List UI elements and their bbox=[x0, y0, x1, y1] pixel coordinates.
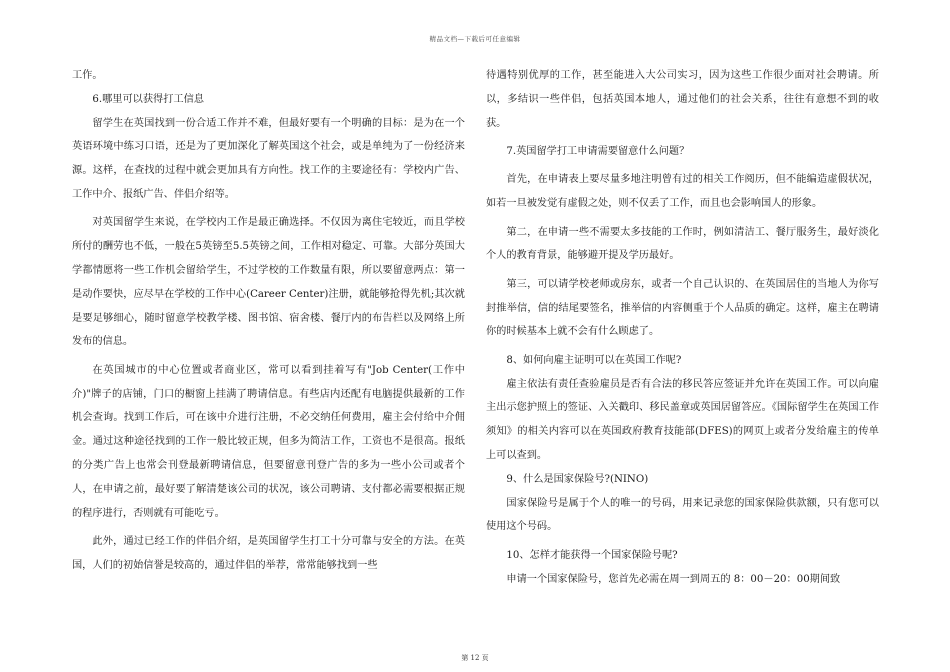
page-header: 精品文档—下载后可任意编辑 bbox=[429, 35, 521, 43]
section-heading-6: 6.哪里可以获得打工信息 bbox=[92, 93, 204, 105]
paragraph: 申请一个国家保险号，您首先必需在周一到周五的 8：00－20：00期间致 bbox=[506, 573, 841, 585]
section-heading-9: 9、什么是国家保险号?(NINO) bbox=[506, 473, 649, 485]
right-column bbox=[486, 64, 879, 591]
page-number: 第 12 页 bbox=[461, 654, 489, 662]
paragraph: 第三，可以请学校老师或房东，或者一个自己认识的、在英国居住的当地人为你写封推举信，信的结尾要签名，推举信的内容侧重于个人品质的确定。这样，雇主在聘请你的时候基本上就不会有什么顾虑了。 bbox=[486, 278, 879, 338]
paragraph: 此外，通过已经工作的伴侣介绍，是英国留学生打工十分可靠与安全的方法。在英国，人们的初始信誉是较高的，通过伴侣的举荐，常常能够找到一些 bbox=[72, 535, 465, 571]
paragraph: 在英国城市的中心位置或者商业区，常可以看到挂着写有"Job Center(工作中介)"牌子的店铺，门口的橱窗上挂满了聘请信息。有些店内还配有电脑提供最新的工作机会查询。找到工作后，可在该中介进行注册，不必交纳任何费用，雇主会付给中介佣金。通过这种途径找到的工作一般比较正规，但多为简洁工作，工资也不是很高。报纸的分类广告上也常会刊登最新聘请信息，但要留意刊登广告的多为一些小公司或者个人，在申请之前，最好要了解清楚该公司的状况，该公司聘请、支付都必需要根据正规的程序进行，否则就有可能吃亏。 bbox=[72, 364, 465, 519]
section-heading-8: 8、如何向雇主证明可以在英国工作呢? bbox=[506, 354, 682, 366]
paragraph: 留学生在英国找到一份合适工作并不难，但最好要有一个明确的目标：是为在一个英语环境中练习口语，还是为了更加深化了解英国这个社会，或是单纯为了一份经济来源。这样，在查找的过程中就会更加具有方向性。找工作的主要途径有：学校内广告、工作中介、报纸广告、伴侣介绍等。 bbox=[72, 117, 465, 200]
paragraph: 国家保险号是属于个人的唯一的号码，用来记录您的国家保险供款额，只有您可以使用这个号码。 bbox=[486, 497, 879, 533]
paragraph: 对英国留学生来说，在学校内工作是最正确选择。不仅因为离住宅较近，而且学校所付的酬劳也不低，一般在5英镑至5.5英镑之间，工作相对稳定、可靠。大部分英国大学都情愿将一些工作机会留给学生，不过学校的工作数量有限，所以要留意两点：第一是动作要快，应尽早在学校的工作中心(Career Center)注册，就能够抢得先机;其次就是要足够细心，随时留意学校教学楼、图书馆、宿舍楼、餐厅内的布告栏以及网络上所发布的信息。 bbox=[72, 217, 465, 348]
section-heading-7: 7.英国留学打工申请需要留意什么问题？ bbox=[506, 145, 690, 157]
paragraph: 第二，在申请一些不需要太多技能的工作时，例如清洁工、餐厅服务生，最好淡化个人的教育背景，能够避开提及学历最好。 bbox=[486, 226, 879, 262]
paragraph-continuation: 工作。 bbox=[72, 70, 103, 81]
left-column bbox=[72, 64, 465, 578]
paragraph: 首先，在申请表上要尽量多地注明曾有过的相关工作阅历，但不能编造虚假状况，如若一旦被发觉有虚假之处，则不仅丢了工作，而且也会影响国人的形象。 bbox=[486, 174, 879, 210]
paragraph-continuation: 待遇特别优厚的工作，甚至能进入大公司实习，因为这些工作很少面对社会聘请。所以，多结识一些伴侣，包括英国本地人，通过他们的社会关系，往往有意想不到的收获。 bbox=[486, 70, 879, 129]
paragraph: 雇主依法有责任查验雇员是否有合法的移民答应签证并允许在英国工作。可以向雇主出示您护照上的签证、入关戳印、移民盖章或英国居留答应。《国际留学生在英国工作须知》的相关内容可以在英国政府教育技能部(DFES)的网页上或者分发给雇主的传单上可以查到。 bbox=[486, 378, 879, 461]
section-heading-10: 10、怎样才能获得一个国家保险号呢? bbox=[506, 549, 678, 561]
